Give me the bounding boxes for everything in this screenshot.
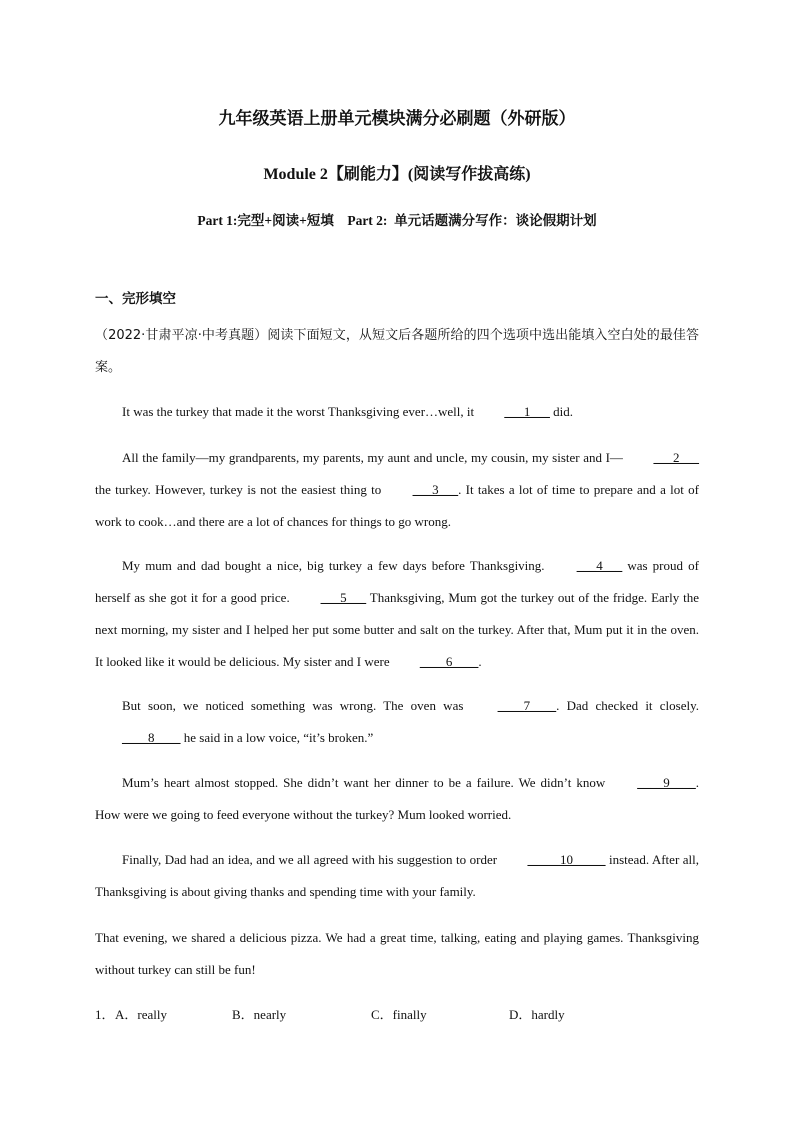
passage-paragraph-7: That evening, we shared a delicious pizza. We had a great time, talking, eating and playing games. Thanksgiving without turkey can still be fun!	[95, 930, 699, 977]
text-run: instead. After all, Thanksgiving is about giving thanks and spending time with your family.	[95, 852, 699, 899]
text-run: . How were we going to feed everyone without the turkey? Mum looked worried.	[95, 775, 699, 822]
text-run: Finally, Dad had an idea, and we all agreed with his suggestion to order	[122, 852, 501, 867]
text-run: .	[478, 654, 482, 669]
section-intro: （2022·甘肃平凉·中考真题）阅读下面短文，从短文后各题所给的四个选项中选出能填入空白处的最佳答案。	[95, 328, 699, 375]
text-run: All the family—my grandparents, my parents, my aunt and uncle, my cousin, my sister and I—	[122, 450, 627, 465]
text-run: But soon, we noticed something was wrong. The oven was	[122, 698, 471, 713]
text-run: did.	[549, 404, 573, 419]
blank-5: ___5___	[320, 590, 367, 605]
parts-line: Part 1:完型+阅读+短填 Part 2: 单元话题满分写作：谈论假期计划	[197, 213, 597, 228]
blank-3: ___3___	[412, 482, 459, 497]
option-a[interactable]: A．really	[115, 1007, 167, 1022]
passage-paragraph-2	[95, 442, 699, 538]
passage-paragraph-5	[95, 767, 699, 831]
blank-8: ____8____	[122, 730, 181, 745]
blank-10: _____10_____	[527, 852, 606, 867]
question-number: 1．	[95, 1007, 115, 1022]
blank-9: ____9____	[637, 775, 696, 790]
text-run: Mum’s heart almost stopped. She didn’t want her dinner to be a failure. We didn’t know	[122, 775, 611, 790]
text-run: was proud of herself as she got it for a good price.	[95, 558, 699, 605]
document-title: 九年级英语上册单元模块满分必刷题（外研版）	[218, 109, 576, 129]
text-run: My mum and dad bought a nice, big turkey a few days before Thanksgiving.	[122, 558, 550, 573]
section-heading: 一、完形填空	[95, 291, 176, 307]
text-run: he said in a low voice, “it’s broken.”	[180, 730, 374, 745]
text-run: . Dad checked it closely.	[556, 698, 700, 713]
blank-4: ___4___	[576, 558, 623, 573]
text-run: It was the turkey that made it the worst Thanksgiving ever…well, it	[122, 404, 478, 419]
text-run: the turkey. However, turkey is not the easiest thing to	[95, 482, 386, 497]
passage-paragraph-1	[95, 396, 699, 428]
blank-6: ____6____	[419, 654, 479, 669]
option-c[interactable]: C．finally	[371, 1007, 427, 1022]
passage-paragraph-4	[95, 690, 699, 754]
blank-2: ___2___	[653, 450, 699, 465]
blank-1: ___1___	[504, 404, 550, 419]
option-d[interactable]: D．hardly	[509, 1007, 565, 1022]
passage-paragraph-3	[95, 550, 699, 678]
module-subtitle: Module 2【刷能力】(阅读写作拔高练)	[263, 166, 531, 183]
option-b[interactable]: B．nearly	[232, 1007, 287, 1022]
text-run: Thanksgiving, Mum got the turkey out of the fridge. Early the next morning, my sister and I helped her put some butter and salt on the turkey. After that, Mum put it in the oven. It looked like it would be delicious. My sister and I were	[95, 590, 700, 669]
text-run: . It takes a lot of time to prepare and a lot of work to cook…and there are a lot of chances for things to go wrong.	[95, 482, 699, 529]
passage-paragraph-6	[95, 844, 699, 908]
blank-7: ____7____	[497, 698, 557, 713]
